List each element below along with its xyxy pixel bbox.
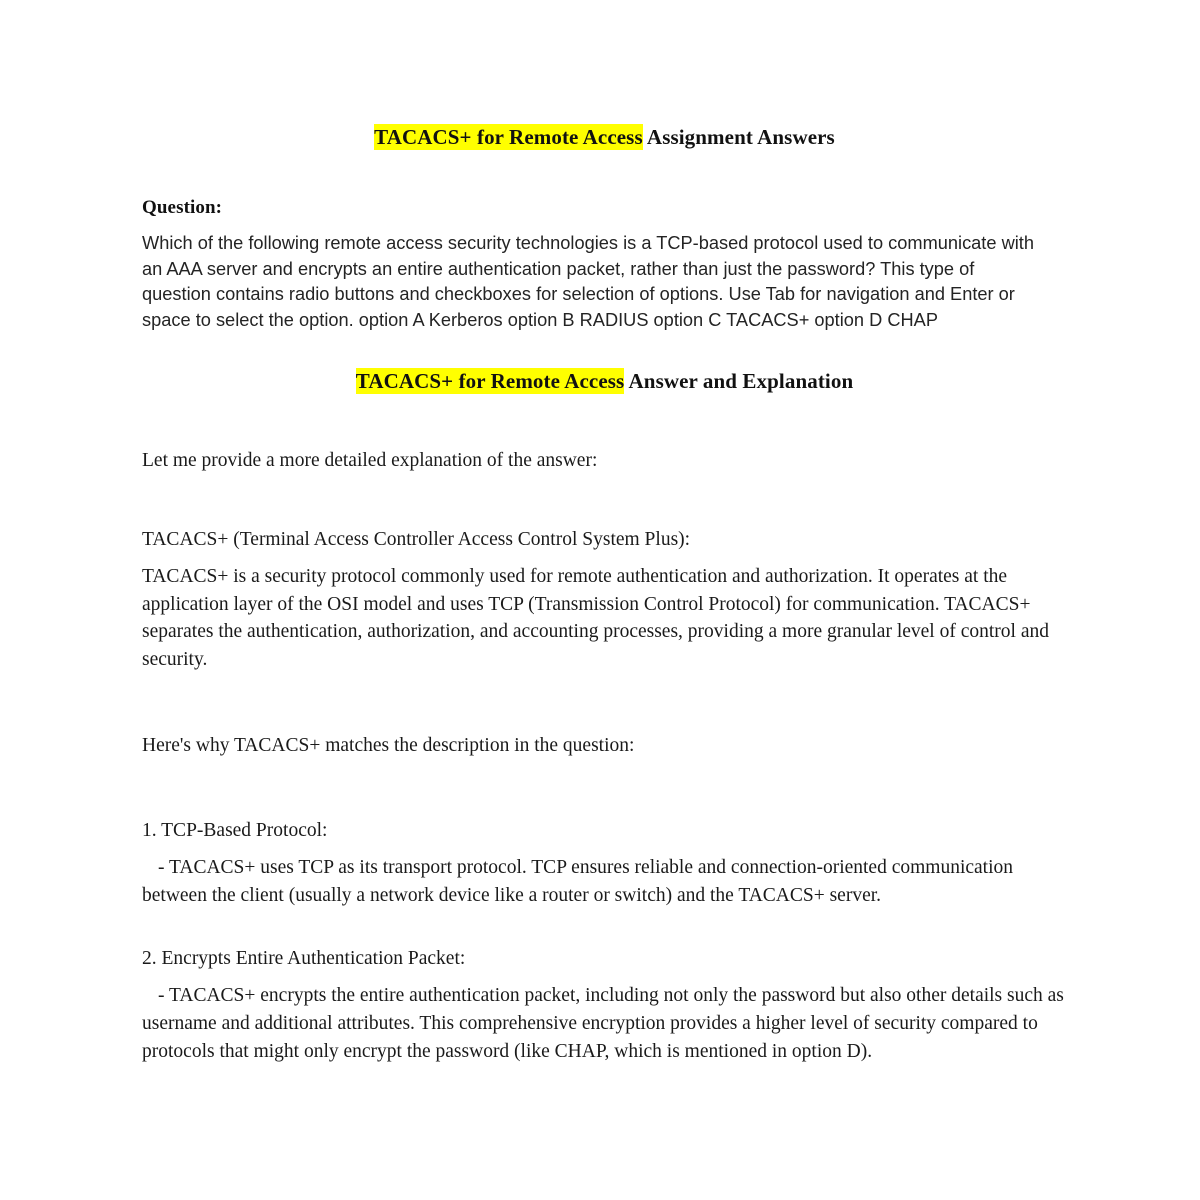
point-1-heading: 1. TCP-Based Protocol: — [142, 820, 328, 842]
page-title-highlight: TACACS+ for Remote Access — [374, 125, 643, 149]
match-line: Here's why TACACS+ matches the description in the question: — [142, 734, 635, 756]
page-title-rest: Assignment Answers — [642, 125, 835, 149]
definition-heading: TACACS+ (Terminal Access Controller Access Control System Plus): — [142, 529, 691, 551]
answer-section-heading — [142, 332, 1067, 394]
point-1-body: - TACACS+ uses TCP as its transport protocol. TCP ensures reliable and connection-oriented communication between the client (usually a network device like a router or switch) and the TACACS+ server. — [142, 857, 1014, 906]
question-label: Question: — [142, 197, 223, 219]
point-2-body: - TACACS+ encrypts the entire authentication packet, including not only the password but also other details such as username and additional attributes. This comprehensive encryption provides a higher level of security compared to protocols that might only encrypt the password (like CHAP, which is mentioned in option D). — [142, 985, 1064, 1062]
point-2-heading: 2. Encrypts Entire Authentication Packet: — [142, 948, 466, 970]
document-content — [142, 0, 1067, 1065]
intro-line: Let me provide a more detailed explanation of the answer: — [142, 449, 598, 471]
definition-paragraph: TACACS+ is a security protocol commonly used for remote authentication and authorization. It operates at the application layer of the OSI model and uses TCP (Transmission Control Protocol) for communication. TACACS+ separates the authentication, authorization, and accounting processes, providing a more granular level of control and security. — [142, 565, 1049, 670]
answer-heading-rest: Answer and Explanation — [624, 369, 854, 394]
question-body: Which of the following remote access security technologies is a TCP-based protocol used to communicate with an AAA server and encrypts an entire authentication packet, rather than just the password? This type of question contains radio buttons and checkboxes for selection of options. Use Tab for navigation and Enter or space to select the option. option A Kerberos option B RADIUS option C TACACS+ option D CHAP — [142, 232, 1034, 330]
page-title — [142, 0, 1067, 150]
answer-heading-highlight: TACACS+ for Remote Access — [355, 369, 625, 394]
